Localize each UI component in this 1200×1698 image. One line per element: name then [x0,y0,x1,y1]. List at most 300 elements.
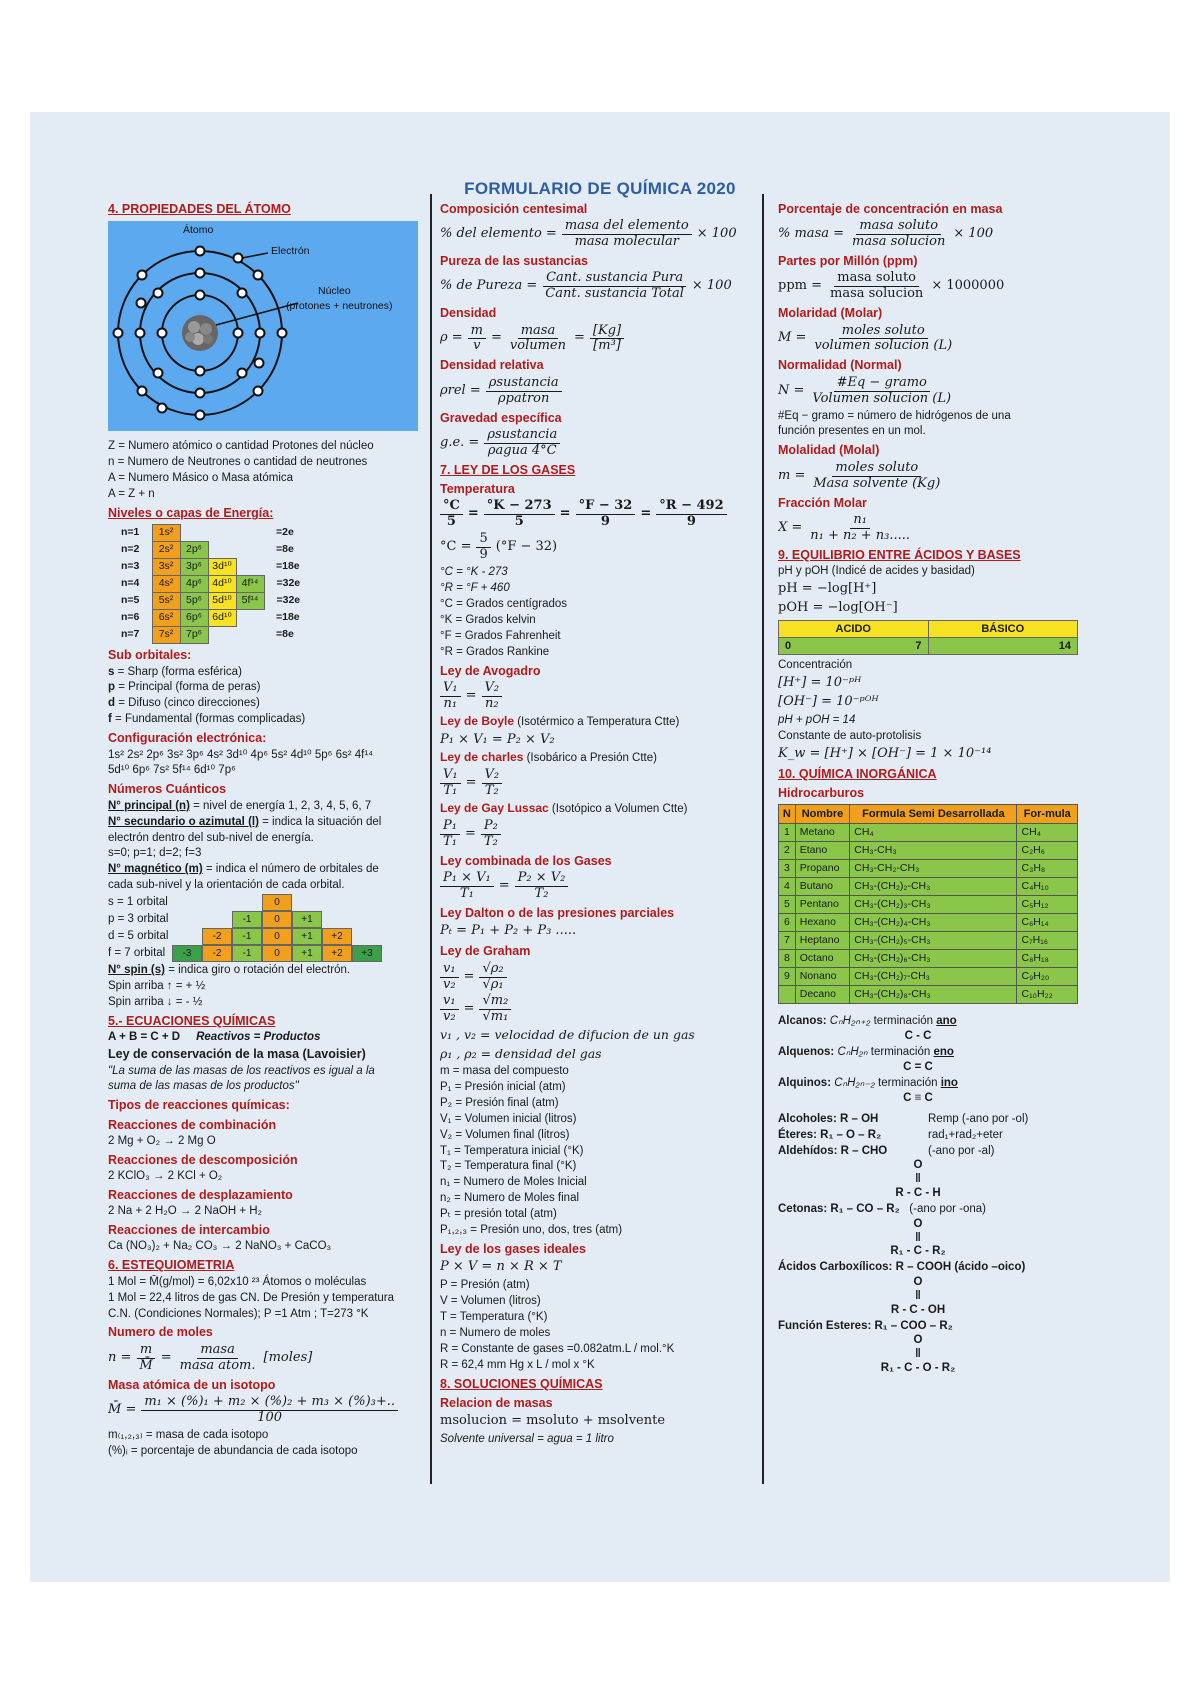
empty-cell [208,542,236,559]
functional-groups [778,1112,1098,1159]
sub-orbital-key: d [108,697,116,710]
table-row [779,824,1078,842]
lhs: g.e. = [440,434,480,450]
chem-formula: CₙH₂ₙ₊₂ [829,1015,871,1028]
table-row [779,878,1078,896]
sub-orbital-desc: = Sharp (forma esférica) [114,665,242,678]
table-row [779,932,1078,950]
structure-line: R₁ - C - R₂ [890,1245,946,1258]
ph-scale-right: 14 [928,637,1078,654]
structure-line: O [913,1334,923,1347]
energy-level-row [118,610,303,627]
level-label: n=4 [121,577,140,590]
subsection-title: Ley Dalton o de las presiones parciales [440,906,675,921]
table-cell: C₄H₁₀ [1017,878,1078,896]
table-cell: 4 [779,878,796,896]
formula [778,513,1098,544]
denominator: v₂ [443,976,456,992]
sub-orbital-key: p [108,681,116,694]
section-title: Molaridad (Molar) [778,306,883,321]
numerator: √ρ₂ [479,962,506,978]
numerator: moles soluto [839,324,928,340]
legend-line: T₂ = Temperatura final (°K) [440,1160,577,1173]
column-1 [108,198,424,1568]
empty-cell [236,627,264,644]
formula: pOH = −log[OH⁻] [778,599,898,615]
term: N° secundario o azimutal (l) [108,815,259,828]
table-cell: 5 [779,896,796,914]
numerator: P₁ [440,819,460,835]
denominator: T₁ [443,783,458,799]
formula [778,461,1098,492]
lhs: % del elemento = [440,226,557,242]
rhs: × 100 [953,226,994,242]
denominator: T₁ [459,886,474,902]
temperature-legend [440,597,740,660]
orbital-cell: 3d¹⁰ [208,559,236,576]
orbital-cell: 5p⁶ [180,593,208,610]
text-line: °R = °F + 460 [440,581,510,594]
ph-scale-table [778,620,1078,656]
denominator: 9 [479,546,488,562]
table-cell: C₆H₁₄ [1017,914,1078,932]
orbital-value: -1 [232,945,262,962]
numerator: #Eq − gramo [834,376,930,392]
hydrocarbons-table [778,804,1078,1004]
denominator: 100 [257,1409,283,1425]
numerator: v₁ [440,962,459,978]
subsection-title: Ley de Boyle [440,713,515,728]
section-title: Molalidad (Molal) [778,443,880,458]
table-cell: 7 [779,932,796,950]
chem-text: (-ano por -al) [928,1144,995,1157]
denominator: masa solucion [852,234,946,250]
text-line: 1 Mol = 22,4 litros de gas CN. De Presión y temperatura [108,1291,395,1304]
table-cell: 2 [779,842,796,860]
table-cell: Octano [795,950,850,968]
energy-level-row [118,559,303,576]
chem-text: terminación [867,1046,934,1059]
chem-text: terminación [870,1015,937,1028]
legend-line: m = masa del compuesto [440,1064,569,1077]
numerator: P₂ × V₂ [515,871,569,887]
section-title: Composición centesimal [440,202,588,216]
legend-line: °K = Grados kelvin [440,613,536,626]
formula [440,219,740,250]
formula: [H⁺] = 10⁻ᵖᴴ [778,675,862,691]
sub-orbital-key: s [108,665,115,678]
denominator: volumen [509,338,567,354]
table-header-row [779,805,1078,824]
section-title: Configuración electrónica: [108,731,267,746]
sub-orbital-line [108,696,424,711]
sub-orbital-line [108,665,424,680]
lhs: ppm = [778,278,822,294]
legend-line: °R = Grados Rankine [440,645,550,658]
table-header: Formula Semi Desarrollada [850,805,1017,824]
chem-line [778,1144,1098,1159]
table-header: N [779,805,796,824]
table-cell: C₃H₈ [1017,860,1078,878]
text-line: pH y pOH (Indicé de acides y basidad) [778,564,975,577]
sub-orbital-line [108,680,424,695]
orbital-cell: 4p⁶ [180,576,208,593]
orbital-row [108,911,424,928]
level-label: n=1 [121,526,140,539]
lhs: % de Pureza = [440,278,538,294]
denominator: Masa solvente (Kg) [813,475,941,491]
level-label: n=3 [121,560,140,573]
orbital-value: +1 [292,945,322,962]
rhs: × 1000000 [931,278,1005,294]
orbital-value: -2 [202,945,232,962]
level-label: n=7 [121,628,140,641]
orbital-cell: 6d¹⁰ [208,610,236,627]
rhs: × 100 [696,226,737,242]
formula: v₁ , v₂ = velocidad de difucion de un gas [440,1027,695,1043]
reaction: 2 KClO₃ → 2 KCl + O₂ [108,1170,223,1183]
numerator: P₂ [481,819,501,835]
column-2 [440,198,740,1578]
energy-level-row [118,627,303,644]
orbital-cells [232,911,322,928]
numerator: V₂ [482,768,503,784]
table-cell: CH₃-(CH₂)₈-CH₃ [850,986,1017,1004]
section-title: Tipos de reacciones químicas: [108,1098,290,1113]
text-line [108,1030,424,1045]
orbital-cell: 1s² [152,525,180,542]
table-cell: Hexano [795,914,850,932]
orbital-cell: 5s² [152,593,180,610]
denominator: v [473,338,481,354]
table-cell: C₈H₁₈ [1017,950,1078,968]
base-cell: BÁSICO [928,620,1078,637]
text-line: (%)ᵢ = porcentaje de abundancia de cada isotopo [108,1444,358,1457]
empty-cell [236,559,264,576]
nucleus-sublabel: (protones + neutrones) [286,300,393,313]
formula: $\frac{\text{P₁}}{\text{T₁}}$ = $\frac{\text{P₂}}{\text{T₂}}$ [440,819,740,850]
chem-term: Alquinos: [778,1076,832,1089]
electron-label: Electrón [271,245,310,258]
lhs: % masa = [778,226,845,242]
formula: $\frac{\text{P₁ × V₁}}{\text{T₁}}$ = $\frac{\text{P₂ × V₂}}{\text{T₂}}$ [440,871,740,902]
formula: $\frac{\text{V₁}}{\text{n₁}}$ = $\frac{\text{V₂}}{\text{n₂}}$ [440,681,740,712]
electron-count: =18e [276,611,300,624]
structure-line: ‖ [915,1173,921,1186]
section-title: Densidad relativa [440,358,544,373]
numerator: √m₂ [479,994,511,1010]
reaction: Ca (NO₃)₂ + Na₂ CO₃ → 2 NaNO₃ + CaCO₃ [108,1240,332,1253]
table-cell: CH₃-(CH₂)₅-CH₃ [850,932,1017,950]
lhs: ρrel = [440,382,481,398]
reaction: 2 Mg + O₂ → 2 Mg O [108,1134,216,1147]
electron-count: =32e [276,594,301,607]
structure-line: ‖ [915,1289,921,1302]
text-line: "La suma de las masas de los reactivos es igual a la [108,1064,375,1077]
atom-label: Átomo [183,224,214,237]
numerator: m [468,324,486,340]
structure-line: R₁ - C - O - R₂ [880,1362,956,1375]
energy-level-row [118,525,303,542]
term-def: = indica la situación del [258,815,382,828]
sub-orbital-desc: = Fundamental (formas complicadas) [111,713,306,726]
orbital-value: -1 [232,911,262,928]
chem-line [778,1076,1098,1091]
column-divider [762,194,764,1484]
section-title: 6. ESTEQUIOMETRIA [108,1258,235,1273]
orbital-value: 0 [262,894,292,911]
section-title: Partes por Millón (ppm) [778,254,918,269]
table-header: Nombre [795,805,850,824]
numerator: °K − 273 [484,499,555,515]
note: (Isotópico a Volumen Ctte) [548,803,688,816]
chem-formula: CₙH₂ₙ [837,1046,868,1059]
section-title: Números Cuánticos [108,782,227,797]
sub-orbital-line [108,712,424,727]
numerator: °R − 492 [656,499,726,515]
text-line: Spin arriba ↑ = + ½ [108,980,206,993]
orbital-cells [262,894,292,911]
numerator: masa [518,324,559,340]
formula: $\frac{\text{v₁}}{\text{v₂}}$ = $\frac{\text{√ρ₂}}{\text{√ρ₁}}$ [440,962,740,993]
orbital-cell: 6p⁶ [180,610,208,627]
table-cell: 3 [779,860,796,878]
formula: ρ₁ , ρ₂ = densidad del gas [440,1045,602,1061]
structure-line: O [913,1159,923,1172]
table-cell: Metano [795,824,850,842]
denominator: √ρ₁ [482,976,504,992]
chem-suffix: ino [940,1076,958,1089]
acid-structure [778,1276,1098,1317]
section-title: 4. PROPIEDADES DEL ÁTOMO [108,202,291,216]
ph-value: 0 [785,639,792,652]
note: (Isotérmico a Temperatura Ctte) [514,715,680,728]
text-line [108,815,424,830]
orbital-value: +2 [322,928,352,945]
formula [440,271,740,302]
table-cell: 8 [779,950,796,968]
subsection-title: Ley de los gases ideales [440,1242,586,1257]
denominator: masa solucion [830,286,924,302]
ester-structure [778,1334,1098,1375]
ph-scale-left [779,637,929,654]
denominator: n₂ [485,695,499,711]
chem-formula: CₙH₂ₙ₋₂ [834,1076,875,1089]
subsection-title: Ley de Graham [440,944,531,959]
numerator: moles soluto [832,461,921,477]
orbital-label: s = 1 orbital [108,896,168,909]
acid-cell: ACIDO [779,620,929,637]
denominator: n₁ + n₂ + n₃..... [810,527,911,543]
denominator: n₁ [443,695,458,711]
numerator: P₁ × V₁ [440,871,494,887]
table-cell: Heptano [795,932,850,950]
orbital-cell: 5f¹⁴ [236,593,264,610]
orbital-value: +1 [292,928,322,945]
subsection-title: Ley de Gay Lussac [440,801,549,816]
table-cell: CH₃-(CH₂)₆-CH₃ [850,950,1017,968]
chem-term: Éteres: R₁ – O – R₂ [778,1128,882,1141]
denominator: ρagua 4°C [487,442,557,458]
legend-line: V = Volumen (litros) [440,1295,541,1308]
table-row [779,950,1078,968]
formula-moles: n = m M̄ = masa masa atom. [moles] [108,1341,313,1373]
lhs: N = [778,382,805,398]
orbital-cell: 3s² [152,559,180,576]
column-3 [778,198,1098,1578]
empty-cell [236,610,264,627]
legend-line: P₁,₂,₃ = Presión uno, dos, tres (atm) [440,1224,623,1237]
rhs: × 100 [691,278,732,294]
ketone-structure [778,1218,1098,1259]
energy-level-row [118,593,303,610]
orbital-value: 0 [262,928,292,945]
ph-value: 7 [915,639,922,652]
section-title: Gravedad específica [440,410,562,425]
electron-count: =2e [276,526,294,539]
table-cell: C₅H₁₂ [1017,896,1078,914]
term: N° spin (s) [108,964,165,977]
text-line [108,799,424,814]
text-line: A = Z + n [108,488,155,501]
numerator: V₂ [482,681,503,697]
numerator: °F − 32 [576,499,636,515]
table-row [779,986,1078,1004]
text-line: cada sub-nivel y la orientación de cada orbital. [108,879,345,892]
chem-text: terminación [874,1076,941,1089]
chem-line [778,1112,1098,1127]
chem-line: Función Esteres: R₁ – COO – R₂ [778,1319,953,1332]
denominator: T₁ [443,834,457,850]
chem-suffix: eno [933,1046,954,1059]
text-line: C.N. (Condiciones Normales); P =1 Atm ; T=273 °K [108,1307,369,1320]
text-line [108,862,424,877]
orbital-value: +2 [322,945,352,962]
nucleus-label: Núcleo [318,285,351,298]
sub-orbital-key: f [108,713,112,726]
table-cell [779,986,796,1004]
subsection-title: Ley de Avogadro [440,663,541,678]
gas-legend [440,1064,740,1238]
structure-line: R - C - OH [890,1303,946,1316]
text-line [440,750,740,766]
structure-line: ‖ [915,1231,921,1244]
term-def: = nivel de energía 1, 2, 3, 4, 5, 6, 7 [189,799,372,812]
subsection-title: Reacciones de descomposición [108,1152,298,1167]
formula: Pₜ = P₁ + P₂ + P₃ ..... [440,923,577,939]
chem-term: Aldehídos: R – CHO [778,1144,888,1157]
formula: $\frac{\text{v₁}}{\text{v₂}}$ = $\frac{\text{√m₂}}{\text{√m₁}}$ [440,994,740,1025]
numerator: ρsustancia [484,428,560,444]
denominator: ρpatron [498,390,550,406]
bond: C ≡ C [903,1091,933,1104]
lhs: X = [778,519,803,535]
orbital-row [108,894,424,911]
legend-line: n = Numero de moles [440,1327,551,1340]
term-def: = indica el número de orbitales de [202,863,379,876]
section-title: 8. SOLUCIONES QUÍMICAS [440,1376,603,1391]
text-line: 5d¹⁰ 6p⁶ 7s² 5f¹⁴ 6d¹⁰ 7p⁶ [108,764,236,777]
formula [778,271,1098,302]
denominator: 5 [446,514,456,530]
orbital-value: -1 [232,928,262,945]
chem-term: Cetonas: R₁ – CO – R₂ [778,1202,900,1215]
text-line: Solvente universal = agua = 1 litro [440,1433,614,1446]
numerator: V₁ [440,681,461,697]
structure-line: O [913,1276,923,1289]
legend-line: Pₜ = presión total (atm) [440,1208,557,1221]
formula-isotope: M̄ = $\frac{\text{m₁ × (\%)₁ + m₂ × (\%)₂ + m₃ × (\%)₃+..}}{100}$ [108,1395,424,1426]
lhs: M = [778,330,807,346]
denominator: Volumen solucion (L) [812,390,952,406]
orbital-cell: 4s² [152,576,180,593]
formula: $\frac{\text{V₁}}{\text{T₁}}$ = $\frac{\text{V₂}}{\text{T₂}}$ [440,768,740,799]
legend-line: °F = Grados Fahrenheit [440,629,561,642]
table-cell: CH₄ [1017,824,1078,842]
section-title: Fracción Molar [778,495,867,510]
table-row [779,968,1078,986]
orbital-value: 0 [262,911,292,928]
chem-term: Alcoholes: R – OH [778,1112,879,1125]
formula: P₁ × V₁ = P₂ × V₂ [440,731,555,747]
ideal-gas-legend [440,1278,740,1373]
aldehyde-structure [778,1159,1098,1200]
orbital-label: f = 7 orbital [108,947,166,960]
numerator: V₁ [440,768,461,784]
text-line: 1s² 2s² 2p⁶ 3s² 3p⁶ 4s² 3d¹⁰ 4p⁶ 5s² 4d¹⁰ 5p⁶ 6s² 4f¹⁴ [108,748,374,761]
legend-line: T₁ = Temperatura inicial (°K) [440,1144,584,1157]
legend-line: R = Constante de gases =0.082atm.L / mol.°K [440,1343,675,1356]
chem-line [778,1202,1098,1217]
legend-line: n₁ = Numero de Moles Inicial [440,1176,587,1189]
level-label: n=5 [121,594,140,607]
energy-levels-table [118,524,303,644]
unit: [moles] [263,1349,313,1365]
formula: msolucion = msoluto + msolvente [440,1413,666,1429]
legend-line: R = 62,4 mm Hg x L / mol x °K [440,1358,595,1371]
reaction: 2 Na + 2 H₂O → 2 NaOH + H₂ [108,1205,263,1218]
orbital-value: +3 [352,945,382,962]
table-cell: CH₃-CH₂-CH₃ [850,860,1017,878]
sub-orbital-desc: = Principal (forma de peras) [115,681,261,694]
text-line: °C = °K - 273 [440,565,508,578]
table-cell: C₉H₂₀ [1017,968,1078,986]
legend-line: V₂ = Volumen final (litros) [440,1128,570,1141]
formula [440,532,740,563]
text-line: Ley de conservación de la masa (Lavoisier) [108,1047,366,1062]
table-cell: CH₄ [850,824,1017,842]
legend-line: °C = Grados centígrados [440,597,568,610]
orbital-value: 0 [262,945,292,962]
bond: C - C [904,1030,932,1043]
table-cell: C₁₀H₂₂ [1017,986,1078,1004]
section-title: Masa atómica de un isotopo [108,1377,276,1392]
text-line: n = Numero de Neutrones o cantidad de neutrones [108,456,368,469]
numerator: n₁ [850,513,870,529]
orbital-cell: 4d¹⁰ [208,576,236,593]
magnetic-orbitals [108,894,424,962]
equation: A + B = C + D [108,1031,181,1044]
energy-level-row [118,542,303,559]
denominator: T₂ [483,834,498,850]
atom-diagram [108,221,418,431]
section-title: Porcentaje de concentración en masa [778,202,1003,216]
electron-count: =32e [276,577,301,590]
table-header: For-mula [1017,805,1078,824]
chem-term: Alcanos: [778,1015,827,1028]
sub-orbital-desc: = Difuso (cinco direcciones) [115,697,260,710]
chem-term: Alquenos: [778,1046,835,1059]
